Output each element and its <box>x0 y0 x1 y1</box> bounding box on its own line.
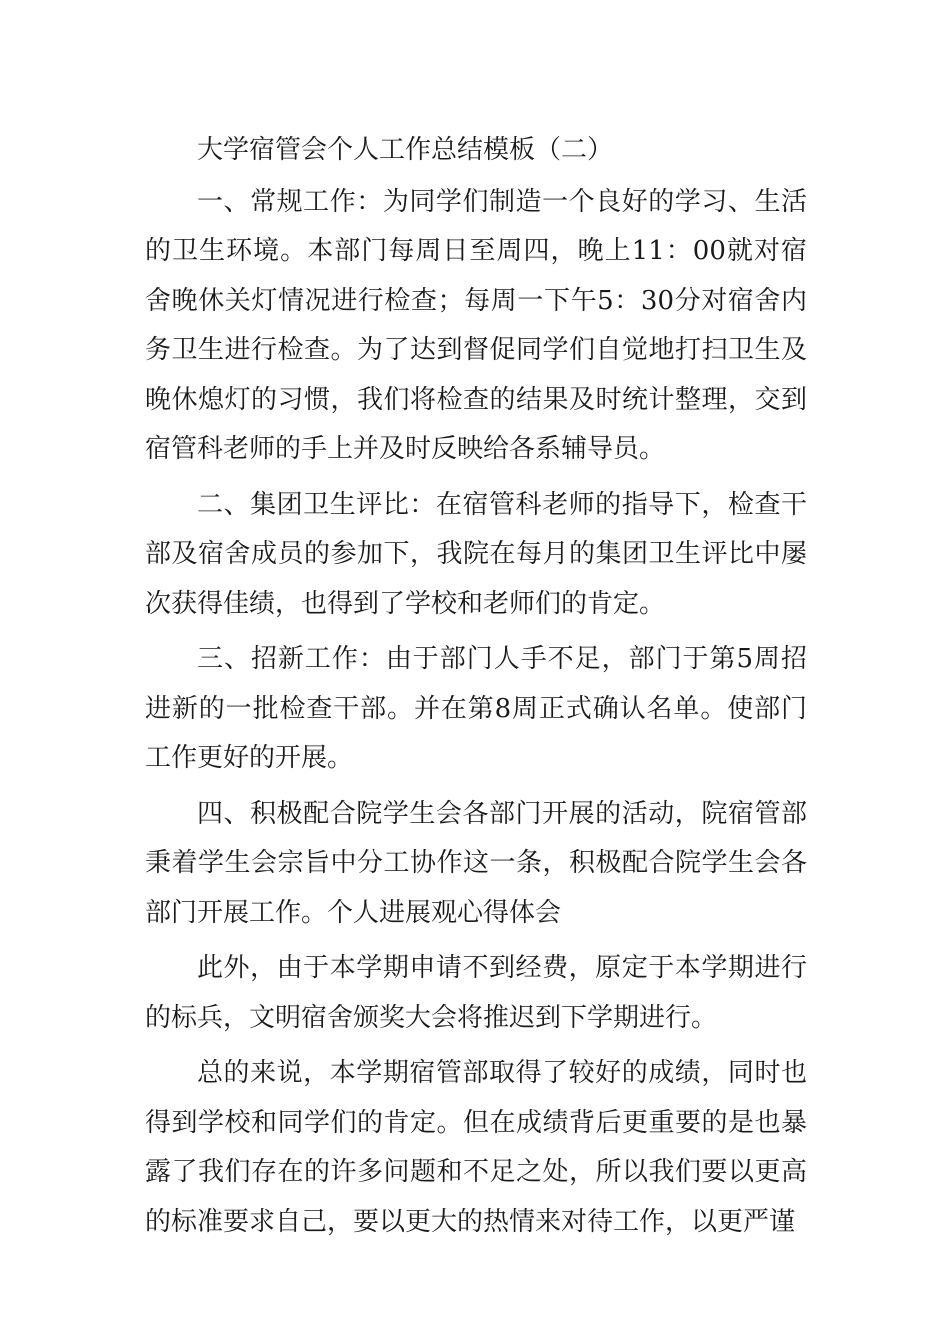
paragraph-summary: 总的来说，本学期宿管部取得了较好的成绩，同时也得到学校和同学们的肯定。但在成绩背后更重要的是也暴露了我们存在的许多问题和不足之处，所以我们要以更高的标准要求自己，要以更大的热情来对待工作，以更严谨 <box>145 1058 807 1237</box>
document-title: 大学宿管会个人工作总结模板（二） <box>197 135 614 165</box>
paragraph-routine-work: 一、常规工作：为同学们制造一个良好的学习、生活的卫生环境。本部门每周日至周四，晚上11：00就对宿舍晚休关灯情况进行检查；每周一下午5：30分对宿舍内务卫生进行检查。为了达到督促同学们自觉地打扫卫生及晚休熄灯的习惯，我们将检查的结果及时统计整理，交到宿管科老师的手上并及时反映给各系辅导员。 <box>145 186 807 464</box>
document-body <box>145 126 807 1253</box>
paragraph-recruitment: 三、招新工作：由于部门人手不足，部门于第5周招进新的一批检查干部。并在第8周正式确认名单。使部门工作更好的开展。 <box>145 644 807 773</box>
paragraph-hygiene-evaluation: 二、集团卫生评比：在宿管科老师的指导下，检查干部及宿舍成员的参加下，我院在每月的集团卫生评比中屡次获得佳绩，也得到了学校和老师们的肯定。 <box>145 489 807 619</box>
paragraph-funding: 此外，由于本学期申请不到经费，原定于本学期进行的标兵，文明宿舍颁奖大会将推迟到下学期进行。 <box>145 953 807 1033</box>
paragraph-cooperation: 四、积极配合院学生会各部门开展的活动，院宿管部秉着学生会宗旨中分工协作这一条，积极配合院学生会各部门开展工作。个人进展观心得体会 <box>145 798 807 928</box>
